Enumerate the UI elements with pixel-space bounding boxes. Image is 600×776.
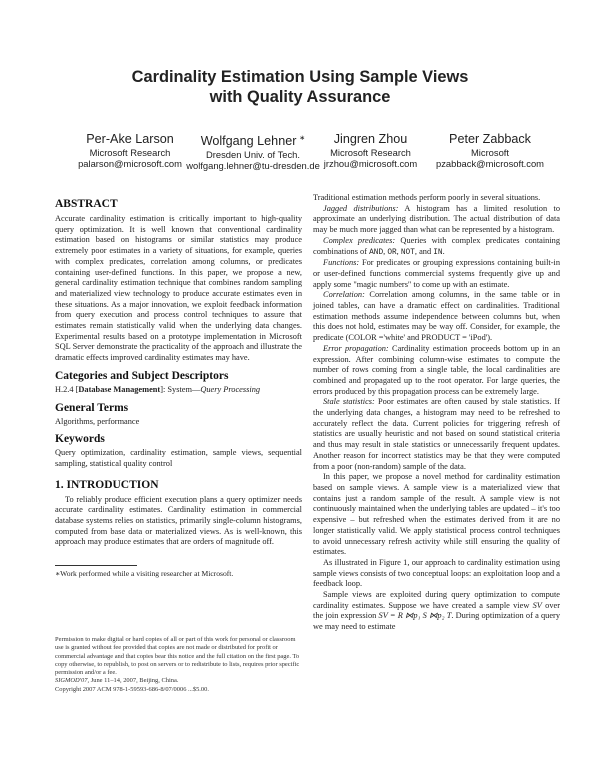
functions-paragraph: Functions: For predicates or grouping expressions containing built-in or user-defined functions commercial systems frequently give up and apply some "magic numbers" to come up with an estimate. — [313, 258, 560, 289]
introduction-heading: 1. INTRODUCTION — [55, 478, 159, 491]
author-name: Wolfgang Lehner ∗ — [200, 134, 306, 149]
left-column — [55, 197, 302, 548]
error-propagation-paragraph: Error propagation: Cardinality estimation proceeds bottom up in an expression. After combining column-wise estimates to compute the number of rows coming from a single table, the local cardinalities are combined and propagated up to the root operator. For large queries, the errors produced by this propagation process can be extremely large. — [313, 343, 561, 396]
author-name: Jingren Zhou — [333, 132, 408, 146]
author-block — [308, 131, 433, 169]
body-paragraph: Traditional estimation methods perform poorly in several situations. — [313, 193, 541, 202]
author-affiliation: Microsoft Research — [330, 147, 411, 158]
abstract-heading: ABSTRACT — [55, 198, 118, 210]
author-block — [425, 131, 555, 169]
paper-title — [0, 68, 600, 107]
categories-text: H.2.4 [Database Management]: System—Query Processing — [55, 384, 261, 394]
introduction-text: To reliably produce efficient execution plans a query optimizer needs accurate cardinality estimates. Cardinality estimation in commercial database systems relies on statistics, primarily single-column histograms, computed from base data or materialized views. As is well-known, this approach may produce estimates that are orders of magnitude off. — [55, 494, 302, 547]
jagged-distributions-paragraph: Jagged distributions: A histogram has a limited resolution to approximate an underlying distribution. The actual distribution of data may be much more jagged than what can be represented by a histogram. — [313, 203, 561, 235]
author-email: palarson@microsoft.com — [78, 158, 182, 169]
abstract-text: Accurate cardinality estimation is critically important to high-quality query optimization. It is well known that conventional cardinality estimation based on histograms or similar statistics may produce extremely poor estimates in a variety of situations, for example, queries with complex predicates, correlation among columns, or predicates containing user-defined functions. In this paper, we propose a new, general cardinality estimation technique that combines random sampling and materialized view technology to produce accurate estimates even in these situations. As a major innovation, we exploit feedback information from query execution and process control techniques to assure that estimates remain statistically valid when the underlying data changes. Experimental results based on a prototype implementation in Microsoft SQL Server demonstrate the practicality of the approach and illustrate the dramatic effects improved cardinality estimates may have. — [55, 214, 302, 363]
general-terms-heading: General Terms — [55, 401, 129, 414]
general-terms-text: Algorithms, performance — [55, 416, 140, 426]
author-email: pzabback@microsoft.com — [436, 158, 544, 169]
venue-line: SIGMOD'07, June 11–14, 2007, Beijing, China. — [55, 677, 179, 685]
sample-views-paragraph: In this paper, we propose a novel method for cardinality estimation based on sample views. A sample view is a materialized view that contains just a random sample of the result. A sample view is not continuously maintained when the underlying tables are updated – it's too expensive – but refreshed when the estimates derived from it are no longer statistically valid. We apply statistical process control techniques to avoid unnecessary refresh activity while still ensuring the quality of estimates. — [313, 472, 560, 557]
stale-statistics-paragraph: Stale statistics: Poor estimates are often caused by stale statistics. If the underlying data changes, a histogram may need to be refreshed to accurately reflect the data. Current policies for triggering refresh of statistics are usually heuristic and not based on sound statistical criteria and thus may result in stale statistics or unnecessarily frequent updates. Another reason for incorrect statistics may be that they were computed from a poor (non-random) sample of the data. — [313, 397, 560, 471]
right-column — [313, 193, 560, 633]
footnote-mark: ∗ — [299, 135, 306, 142]
author-name: Peter Zabback — [449, 132, 531, 146]
keywords-text: Query optimization, cardinality estimation, sample views, sequential sampling, statistical quality control — [55, 448, 302, 468]
categories-heading: Categories and Subject Descriptors — [55, 369, 229, 382]
footnote-divider — [55, 565, 137, 566]
complex-predicates-paragraph: Complex predicates: Queries with complex predicates containing combinations of AND, OR, NOT, and IN. — [313, 235, 560, 257]
author-email: wolfgang.lehner@tu-dresden.de — [186, 160, 320, 172]
copyright-line: Copyright 2007 ACM 978-1-59593-686-8/07/0006 ...$5.00. — [55, 685, 209, 693]
title-line-2: with Quality Assurance — [209, 87, 391, 106]
author-affiliation: Dresden Univ. of Tech. — [206, 149, 300, 161]
exploitation-paragraph: Sample views are exploited during query optimization to compute cardinality estimates. Suppose we have created a sample view SV over the join expression SV = R ⋈p₁ S ⋈p₂ T. During optimization of a query we may need to estimate — [313, 590, 560, 632]
author-email: jrzhou@microsoft.com — [323, 158, 418, 169]
permission-notice — [55, 636, 302, 694]
author-affiliation: Microsoft — [470, 147, 510, 158]
correlation-paragraph: Correlation: Correlation among columns, in the same table or in joined tables, can have a dramatic effect on cardinalities. Traditional estimation methods assume independence between columns but, when this does not hold, estimates may be way off. Consider, for example, the predicate (COLOR ='white' and PRODUCT = 'iPod'). — [313, 290, 560, 343]
author-name: Per-Ake Larson — [86, 132, 174, 146]
permission-text: Permission to make digital or hard copies of all or part of this work for personal or classroom use is granted without fee provided that copies are not made or distributed for profit or commercial advantage and that copies bear this notice and the full citation on the first page. To copy otherwise, to republish, to post on servers or to redistribute to lists, requires prior specific permission and/or a fee. — [55, 636, 300, 677]
keywords-heading: Keywords — [55, 433, 105, 446]
figure-paragraph: As illustrated in Figure 1, our approach to cardinality estimation using sample views consists of two conceptual loops: an exploitation loop and a feedback loop. — [313, 557, 560, 589]
title-line-1: Cardinality Estimation Using Sample Views — [131, 68, 469, 86]
footnote: ∗Work performed while a visiting researcher at Microsoft. — [55, 569, 234, 578]
author-affiliation: Microsoft Research — [89, 147, 171, 158]
